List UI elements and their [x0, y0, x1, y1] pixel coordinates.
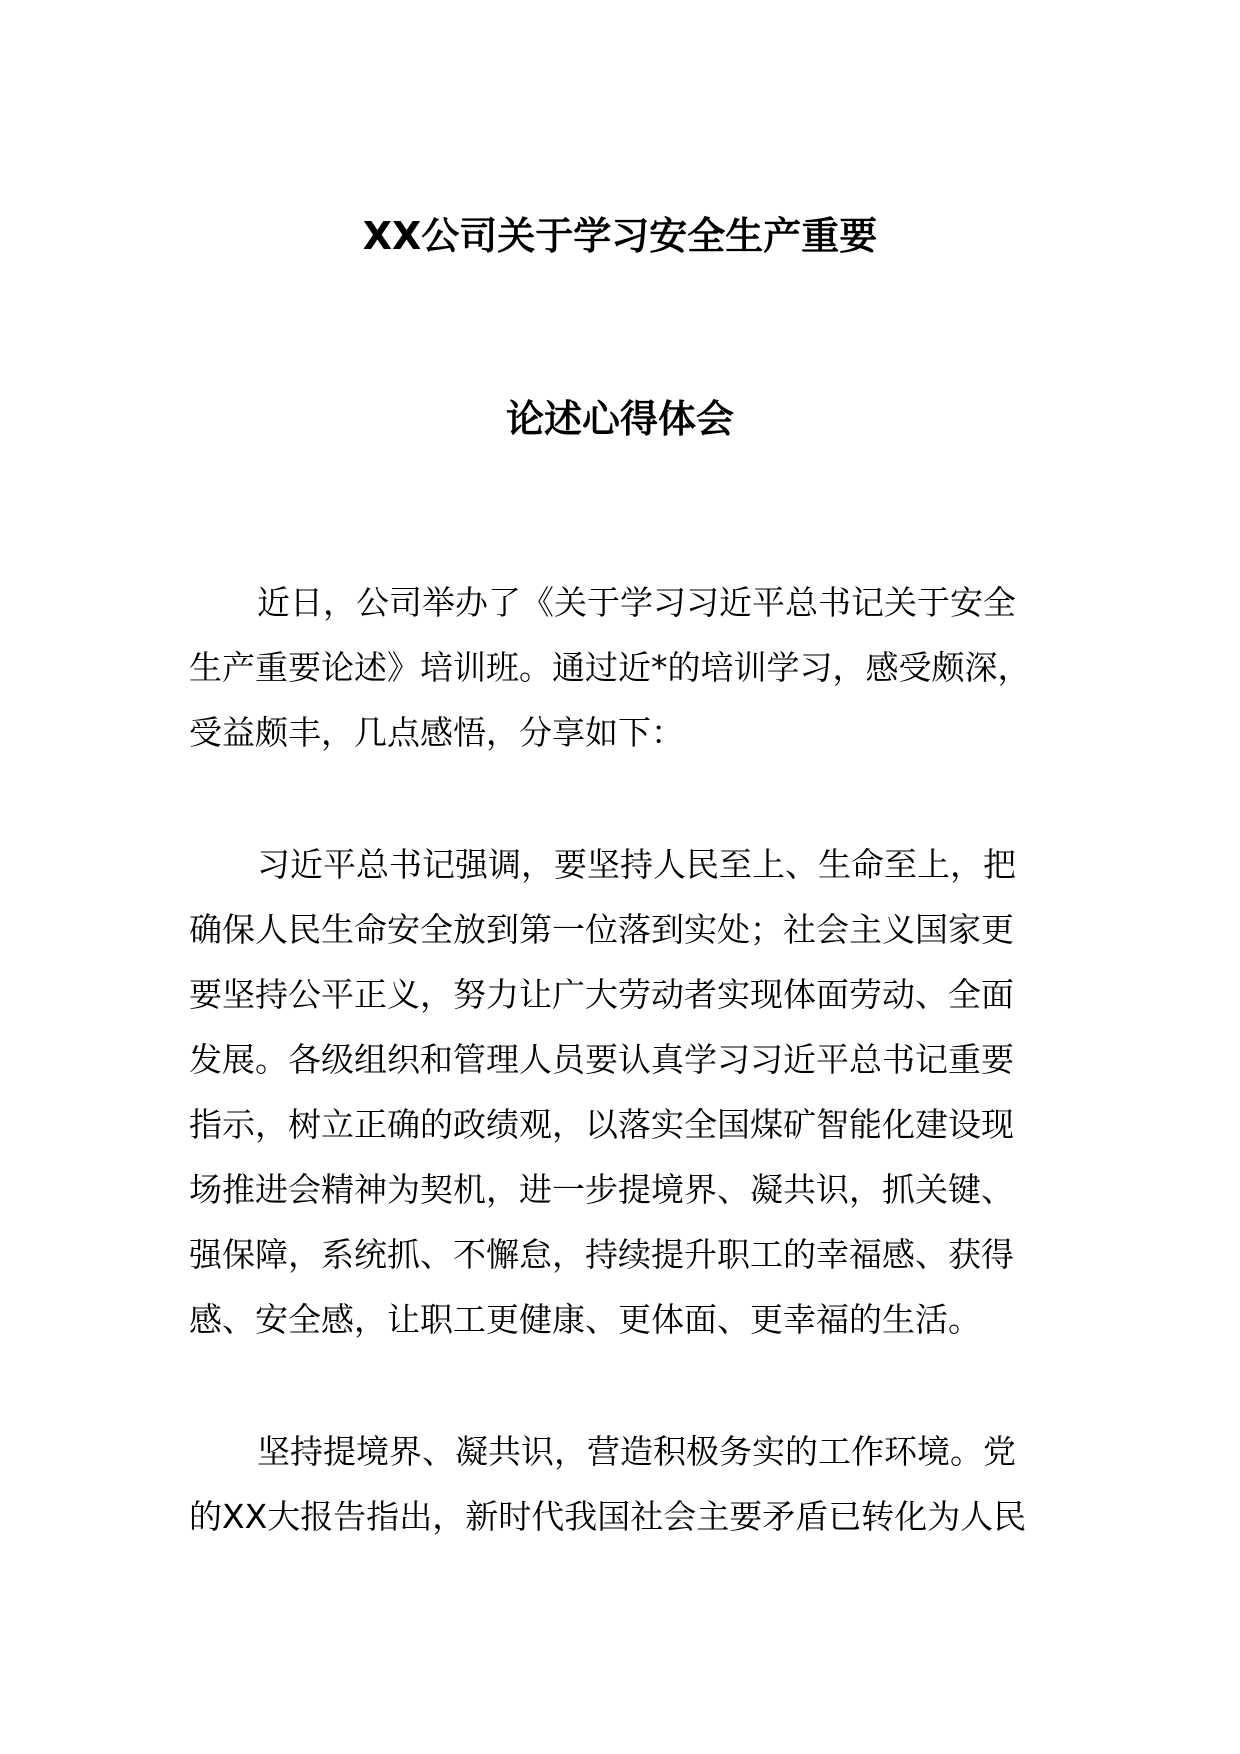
document-title-line-2: 论述心得体会 [505, 397, 734, 441]
paragraph-line: 的XX大报告指出，新时代我国社会主要矛盾已转化为人民 [189, 1497, 1027, 1536]
paragraph-line: 受益颇丰，几点感悟，分享如下： [189, 713, 684, 752]
paragraph-2 [189, 832, 1069, 1352]
document-title-line-1: XX公司关于学习安全生产重要 [362, 214, 878, 258]
paragraph-line: 生产重要论述》培训班。通过近*的培训学习，感受颇深， [189, 648, 1031, 687]
paragraph-line: 近日，公司举办了《关于学习习近平总书记关于安全 [257, 583, 1016, 622]
paragraph-line: 确保人民生命安全放到第一位落到实处；社会主义国家更 [189, 910, 1014, 949]
paragraph-intro [189, 570, 1069, 765]
paragraph-line: 指示，树立正确的政绩观，以落实全国煤矿智能化建设现 [189, 1105, 1014, 1144]
paragraph-3 [189, 1419, 1069, 1549]
paragraph-line: 要坚持公平正义，努力让广大劳动者实现体面劳动、全面 [189, 975, 1014, 1014]
paragraph-line: 坚持提境界、凝共识，营造积极务实的工作环境。党 [257, 1432, 1016, 1471]
paragraph-line: 场推进会精神为契机，进一步提境界、凝共识，抓关键、 [189, 1170, 1014, 1209]
paragraph-line: 习近平总书记强调，要坚持人民至上、生命至上，把 [257, 845, 1016, 884]
paragraph-line: 发展。各级组织和管理人员要认真学习习近平总书记重要 [189, 1040, 1014, 1079]
paragraph-line: 感、安全感，让职工更健康、更体面、更幸福的生活。 [189, 1300, 981, 1339]
paragraph-line: 强保障，系统抓、不懈怠，持续提升职工的幸福感、获得 [189, 1235, 1014, 1274]
